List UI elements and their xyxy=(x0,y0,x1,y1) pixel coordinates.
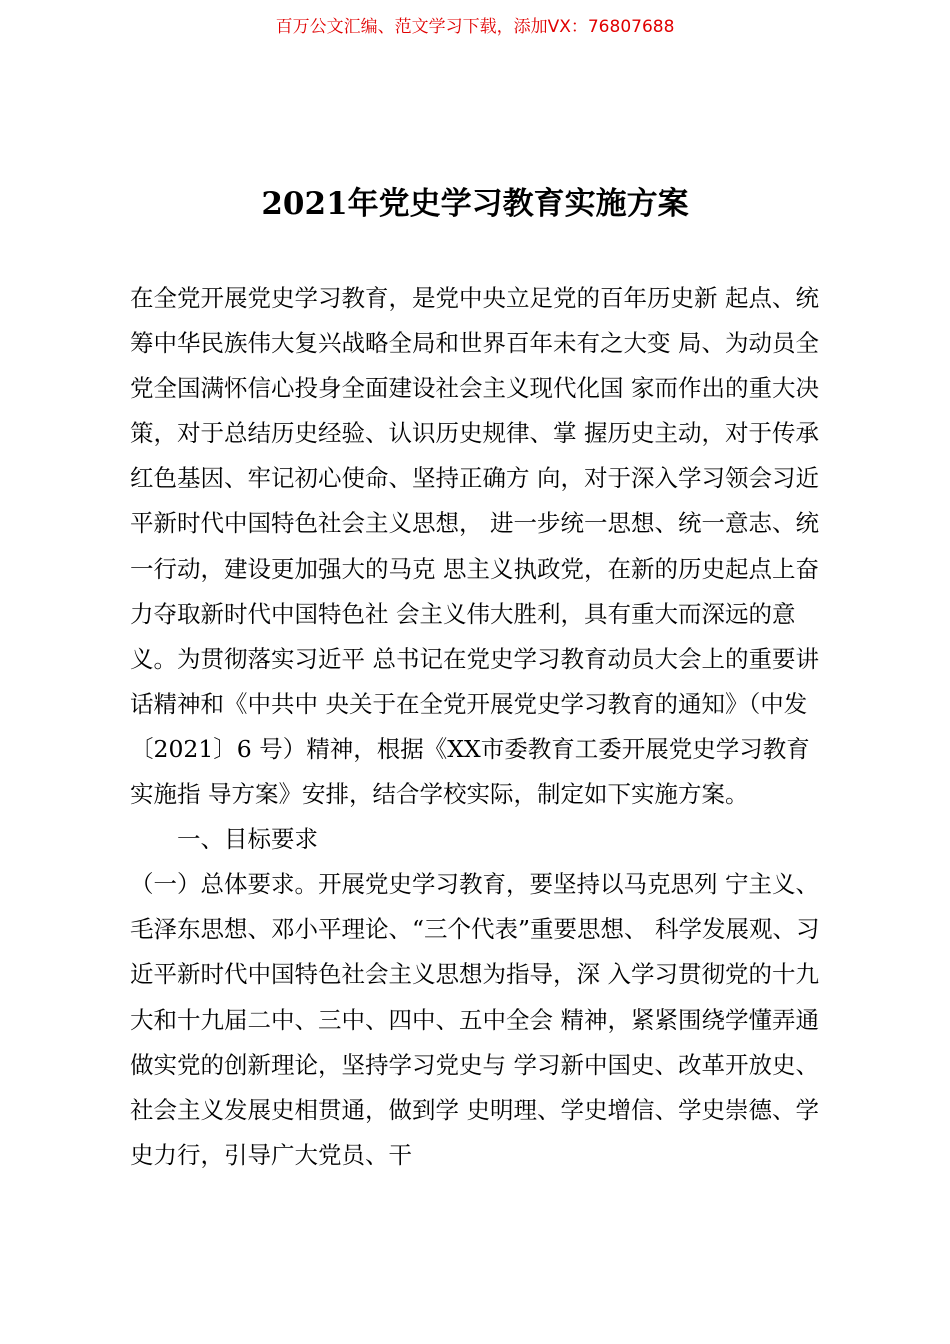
intro-line: 进一步统一思想、统一意志、统一行动，建设更加强大的马克 xyxy=(130,509,819,583)
requirements-line: 精神，紧紧围绕学懂弄通做实党的创新理论，坚持学习党史与 xyxy=(130,1005,819,1079)
intro-line: 向，对于深入学习领会习近平新时代中国特色社会主义思想， xyxy=(130,464,819,538)
intro-line: 导方案》安排，结合学校实际，制定如下实施方案。 xyxy=(207,780,749,809)
intro-line: 号）精神，根据《XX市委教育工委开展党史学习教育实施指 xyxy=(130,734,810,809)
intro-paragraph xyxy=(130,276,825,817)
document-body xyxy=(130,276,825,1178)
section-heading: 一、目标要求 xyxy=(177,825,318,854)
requirements-paragraph xyxy=(130,862,825,1178)
intro-line: 局、为动员全党全国满怀信心投身全面建设社会主义现代化国 xyxy=(130,329,819,403)
intro-line: 在全党开展党史学习教育，是党中央立足党的百年历史新 xyxy=(130,284,718,312)
header-banner: 百万公文汇编、范文学习下载，添加VX：76807688 xyxy=(275,17,675,37)
intro-line: 思主义执政党，在新的历史起点上奋力夺取新时代中国特色社 xyxy=(130,554,819,628)
document-title: 2021年党史学习教育实施方案 xyxy=(261,186,689,222)
intro-line: 央关于在全党开展党史学习教育的通知》（中发〔2021〕6 xyxy=(130,689,808,763)
requirements-line: （一）总体要求。开展党史学习教育，要坚持以马克思列 xyxy=(130,870,718,899)
requirements-line: 史明理、学史增信、学史崇德、学史力行，引导广大党员、干 xyxy=(130,1095,819,1169)
intro-line: 起点、统筹中华民族伟大复兴战略全局和世界百年未有之大变 xyxy=(130,284,819,358)
intro-line: 总书记在党史学习教育动员大会上的重要讲话精神和《中共中 xyxy=(130,644,819,718)
intro-line: 握历史主动，对于传承红色基因、牢记初心使命、坚持正确方 xyxy=(130,419,819,493)
requirements-line: 入学习贯彻党的十九大和十九届二中、三中、四中、五中全会 xyxy=(130,960,819,1034)
requirements-line: 宁主义、毛泽东思想、邓小平理论、“三个代表”重要思想、 xyxy=(130,870,819,944)
intro-line: 家而作出的重大决策，对于总结历史经验、认识历史规律、掌 xyxy=(130,374,819,448)
requirements-line: 学习新中国史、改革开放史、社会主义发展史相贯通，做到学 xyxy=(130,1050,819,1124)
intro-line: 会主义伟大胜利，具有重大而深远的意义。为贯彻落实习近平 xyxy=(130,599,796,673)
requirements-line: 科学发展观、习近平新时代中国特色社会主义思想为指导，深 xyxy=(130,915,820,989)
